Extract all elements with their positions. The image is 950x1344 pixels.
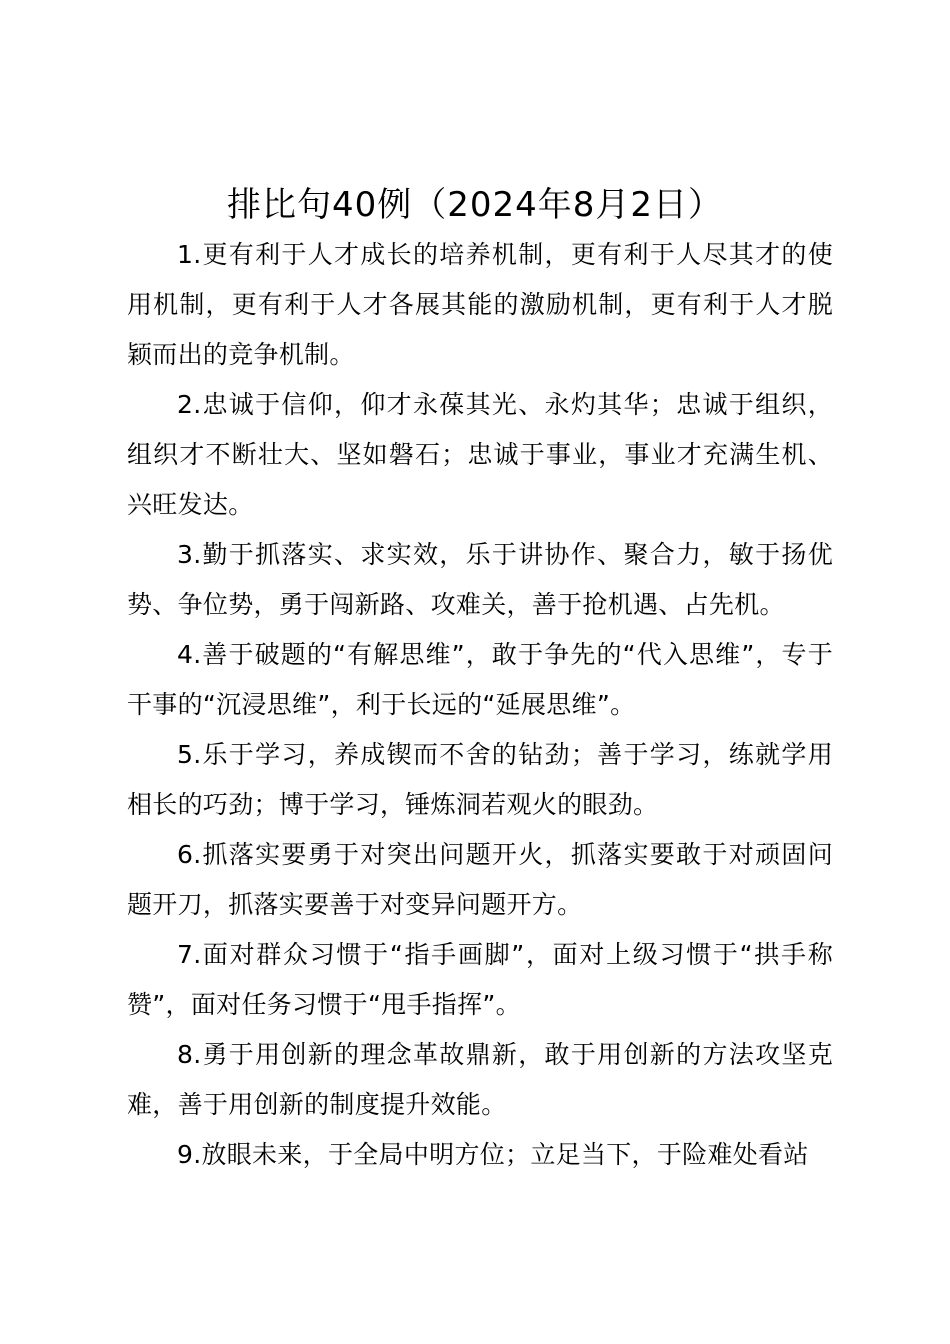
paragraph-7: 7.面对群众习惯于“指手画脚”，面对上级习惯于“拱手称赞”，面对任务习惯于“甩手指挥”。 (127, 940, 833, 1019)
paragraph-1: 1.更有利于人才成长的培养机制，更有利于人尽其才的使用机制，更有利于人才各展其能的激励机制，更有利于人才脱颖而出的竞争机制。 (127, 240, 833, 369)
paragraph-3: 3.勤于抓落实、求实效，乐于讲协作、聚合力，敏于扬优势、争位势，勇于闯新路、攻难关，善于抢机遇、占先机。 (127, 540, 833, 619)
paragraph-8: 8.勇于用创新的理念革故鼎新，敢于用创新的方法攻坚克难，善于用创新的制度提升效能。 (127, 1040, 833, 1119)
document-title: 排比句40例（2024年8月2日） (226, 185, 724, 225)
document-body (127, 230, 833, 1180)
paragraph-9: 9.放眼未来，于全局中明方位；立足当下，于险难处看站 (177, 1140, 809, 1169)
paragraph-5: 5.乐于学习，养成锲而不舍的钻劲；善于学习，练就学用相长的巧劲；博于学习，锤炼洞若观火的眼劲。 (127, 740, 833, 819)
paragraph-2: 2.忠诚于信仰，仰才永葆其光、永灼其华；忠诚于组织，组织才不断壮大、坚如磐石；忠诚于事业，事业才充满生机、兴旺发达。 (127, 390, 833, 519)
paragraph-6: 6.抓落实要勇于对突出问题开火，抓落实要敢于对顽固问题开刀，抓落实要善于对变异问题开方。 (127, 840, 833, 919)
paragraph-4: 4.善于破题的“有解思维”，敢于争先的“代入思维”，专于干事的“沉浸思维”，利于长远的“延展思维”。 (127, 640, 833, 719)
